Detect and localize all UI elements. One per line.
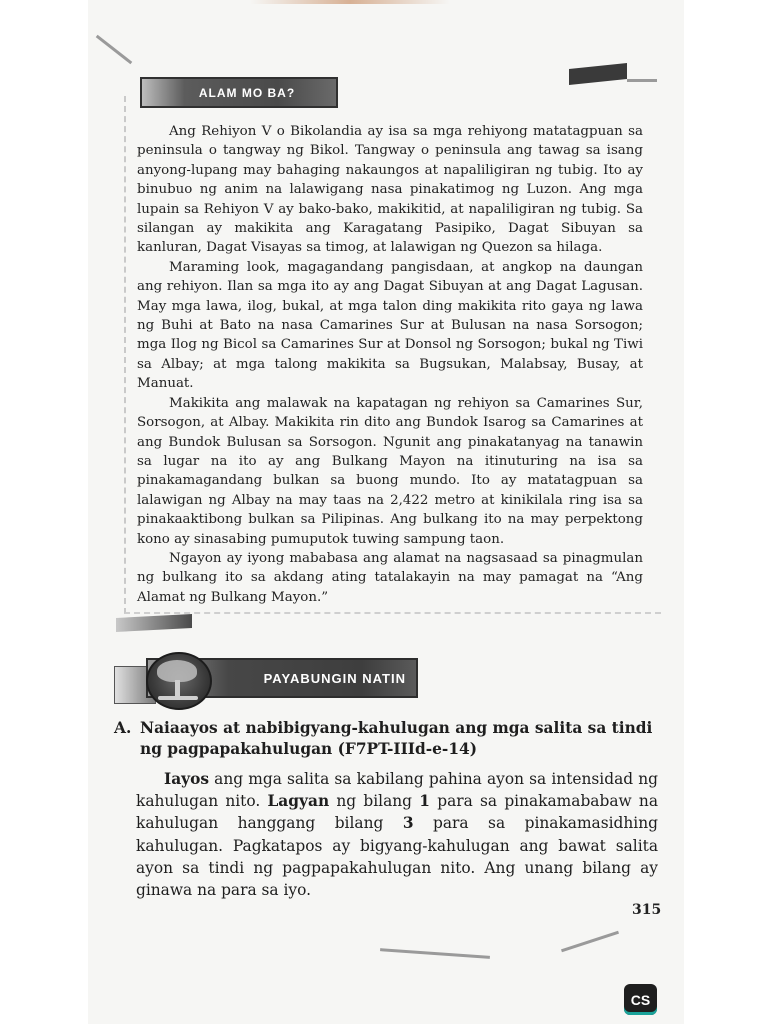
instruction-part: ang mga salita sa kabilang pahina ayon sa intensidad ng kahulugan nito. — [136, 770, 658, 811]
reading-text — [137, 122, 643, 607]
section-a-heading — [114, 718, 662, 760]
instruction-part: ng bilang — [329, 792, 420, 811]
instruction-bold: 1 — [419, 792, 430, 811]
instruction-bold: 3 — [402, 814, 414, 833]
section-heading-text: Naiaayos at nabibigyang-kahulugan ang mga salita sa tindi ng pagpapakahulugan (F7PT-IIId-e-14) — [140, 719, 653, 758]
reading-paragraph: Maraming look, magagandang pangisdaan, at angkop na daungan ang rehiyon. Ilan sa mga ito ay ang Dagat Sibuyan at ang Dagat Lagusan. May mga lawa, ilog, bukal, at mga talon ding makikita rito gaya ng lawa ng Buhi at Bato na nasa Camarines Sur at Bulusan na nasa Sorsogon; mga Ilog ng Bicol sa Camarines Sur at Donsol ng Sorsogon; bukal ng Tiwi sa Albay; at mga talong makikita sa Bugsukan, Malabsay, Busay, at Manuat. — [137, 259, 643, 392]
reading-paragraph: Ngayon ay iyong mababasa ang alamat na nagsasaad sa pinagmulan ng bulkang ito sa akdang ating tatalakayin na may pamagat na “Ang Alamat ng Bulkang Mayon.” — [137, 550, 643, 605]
tree-crown — [157, 660, 197, 682]
camscanner-logo-icon: CS — [624, 984, 657, 1015]
instruction-text — [136, 768, 658, 901]
instruction-part: para sa pinakamasidhing kahulugan. Pagkatapos ay bigyang-kahulugan ang bawat salita ayon sa tindi ng pagpapakahulugan nito. Ang unang bilang ay ginawa na para sa iyo. — [136, 814, 658, 900]
alam-mo-ba-title: ALAM MO BA? — [198, 85, 296, 100]
instruction-part: para sa pinakamababaw na kahulugan hanggang bilang — [136, 792, 659, 833]
alam-mo-ba-banner — [140, 77, 338, 108]
payabungin-natin-title: PAYABUNGIN NATIN — [263, 670, 406, 686]
page-number: 315 — [632, 902, 662, 918]
instruction-bold: Lagyan — [267, 792, 330, 811]
section-letter: A. — [114, 719, 132, 737]
scan-smudge — [250, 0, 450, 4]
tree-ground — [158, 696, 198, 700]
reading-paragraph: Makikita ang malawak na kapatagan ng rehiyon sa Camarines Sur, Sorsogon, at Albay. Makikita rin dito ang Bundok Isarog sa Camarines at ang Bundok Bulusan sa Sorsogon. Ngunit ang pinakatanyag na tanawin sa lugar na ito ay ang Bulkang Mayon na itinuturing na isa sa pinakamagandang bulkan sa buong mundo. Ito ay matatagpuan sa lalawigan ng Albay na may taas na 2,422 metro at kinikilala ring isa sa pinakaaktibong bulkan sa Pilipinas. Ang bulkang ito na may perpektong kono ay sinasabing pumuputok tuwing sampung taon. — [137, 395, 643, 547]
corner-tail — [627, 79, 657, 82]
instruction-lead: Iayos — [164, 770, 210, 788]
reading-paragraph: Ang Rehiyon V o Bikolandia ay isa sa mga rehiyong matatagpuan sa peninsula o tangway ng Bikol. Tangway o peninsula ang tawag sa isang anyong-lupang may bahaging nakaungos at napaliligiran ng tubig. Ito ay binubuo ng anim na lalawigang nasa pinakatimog ng Luzon. Ang mga lupain sa Rehiyon V ay bako-bako, makikitid, at napaliligiran ng tubig. Sa silangan ay makikita ang Karagatang Pasipiko, Dagat Sibuyan sa kanluran, Dagat Visayas sa timog, at lalawigan ng Quezon sa hilaga. — [137, 124, 643, 256]
